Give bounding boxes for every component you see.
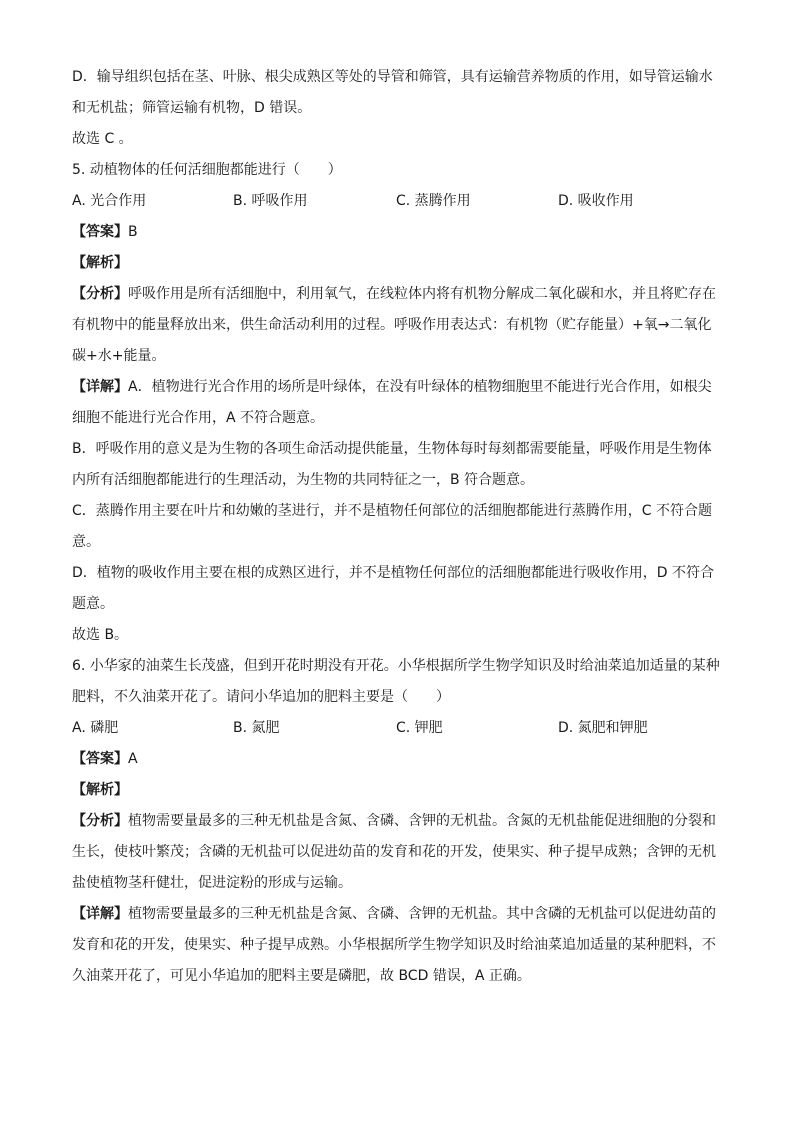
q6-xiangjie-line3: 久油菜开花了，可见小华追加的肥料主要是磷肥，故 BCD 错误，A 正确。 <box>72 968 531 984</box>
q6-answer <box>72 744 724 775</box>
q5-c-line1: C．蒸腾作用主要在叶片和幼嫩的茎进行，并不是植物任何部位的活细胞都能进行蒸腾作用，C 不符合题 <box>72 503 712 519</box>
q6-stem-line2: 肥料，不久油菜开花了。请问小华追加的肥料主要是（ ） <box>72 689 450 705</box>
q6-fenxi-line2: 生长，使枝叶繁茂；含磷的无机盐可以促进幼苗的发育和花的开发，使果实、种子提早成熟；含钾的无机 <box>72 844 716 860</box>
q6-option-a: A. 磷肥 <box>72 720 119 736</box>
q5-xiangjie-tag: 【详解】 <box>72 379 128 395</box>
q4-option-d-line2: 和无机盐；筛管运输有机物，D 错误。 <box>72 100 312 116</box>
q5-answer-tag: 【答案】 <box>72 224 128 240</box>
q5-option-a: A. 光合作用 <box>72 193 147 209</box>
q6-option-c: C. 钾肥 <box>396 720 443 736</box>
document-page <box>72 62 724 992</box>
q5-option-d: D. 吸收作用 <box>558 193 634 209</box>
q5-options <box>72 186 724 217</box>
q5-answer-value: B <box>128 224 138 240</box>
q6-answer-tag: 【答案】 <box>72 751 128 767</box>
q4-choice: 故选 C 。 <box>72 131 133 147</box>
q5-d-line2: 题意。 <box>72 596 114 612</box>
q6-answer-value: A <box>128 751 138 767</box>
q6-xj-text1: 植物需要量最多的三种无机盐是含氮、含磷、含钾的无机盐。其中含磷的无机盐可以促进幼苗的 <box>128 906 716 922</box>
q5-answer <box>72 217 724 248</box>
q6-xiangjie-line1 <box>72 899 724 930</box>
q6-xiangjie-line2: 发育和花的开发，使果实、种子提早成熟。小华根据所学生物学知识及时给油菜追加适量的某种肥料，不 <box>72 937 716 953</box>
q5-fenxi-line1 <box>72 279 724 310</box>
q6-fenxi-line3: 盐使植物茎秆健壮，促进淀粉的形成与运输。 <box>72 875 352 891</box>
q5-choice: 故选 B。 <box>72 627 129 643</box>
q6-fenxi-line1 <box>72 806 724 837</box>
q5-fenxi-line2: 有机物中的能量释放出来，供生命活动利用的过程。呼吸作用表达式：有机物（贮存能量）+氧→二氧化 <box>72 317 712 333</box>
q5-a-text1: A．植物进行光合作用的场所是叶绿体，在没有叶绿体的植物细胞里不能进行光合作用，如根尖 <box>128 379 712 395</box>
q5-fenxi-line3: 碳+水+能量。 <box>72 348 166 364</box>
q5-a-line2: 细胞不能进行光合作用，A 不符合题意。 <box>72 410 325 426</box>
q5-d-line1: D．植物的吸收作用主要在根的成熟区进行，并不是植物任何部位的活细胞都能进行吸收作用，D 不符合 <box>72 565 715 581</box>
q6-options <box>72 713 724 744</box>
q5-option-b: B. 呼吸作用 <box>233 193 308 209</box>
q5-xiangjie-a-line1 <box>72 372 724 403</box>
q6-jiexi-tag: 【解析】 <box>72 782 128 798</box>
q5-b-line1: B．呼吸作用的意义是为生物的各项生命活动提供能量，生物体每时每刻都需要能量，呼吸作用是生物体 <box>72 441 712 457</box>
q5-option-c: C. 蒸腾作用 <box>396 193 471 209</box>
q5-c-line2: 意。 <box>72 534 100 550</box>
q4-option-d-line1: D．输导组织包括在茎、叶脉、根尖成熟区等处的导管和筛管，具有运输营养物质的作用，如导管运输水 <box>72 69 713 85</box>
q5-b-line2: 内所有活细胞都能进行的生理活动，为生物的共同特征之一，B 符合题意。 <box>72 472 535 488</box>
q5-jiexi-tag: 【解析】 <box>72 255 128 271</box>
q5-fenxi-tag: 【分析】 <box>72 286 128 302</box>
q6-stem-line1: 6. 小华家的油菜生长茂盛，但到开花时期没有开花。小华根据所学生物学知识及时给油菜追加适量的某种 <box>72 658 720 674</box>
q6-option-b: B. 氮肥 <box>233 720 280 736</box>
q6-option-d: D. 氮肥和钾肥 <box>558 720 648 736</box>
q6-fenxi-text1: 植物需要量最多的三种无机盐是含氮、含磷、含钾的无机盐。含氮的无机盐能促进细胞的分裂和 <box>128 813 716 829</box>
q6-xiangjie-tag: 【详解】 <box>72 906 128 922</box>
q5-stem: 5. 动植物体的任何活细胞都能进行（ ） <box>72 162 342 178</box>
q6-fenxi-tag: 【分析】 <box>72 813 128 829</box>
q5-fenxi-text1: 呼吸作用是所有活细胞中，利用氧气，在线粒体内将有机物分解成二氧化碳和水，并且将贮存在 <box>128 286 716 302</box>
